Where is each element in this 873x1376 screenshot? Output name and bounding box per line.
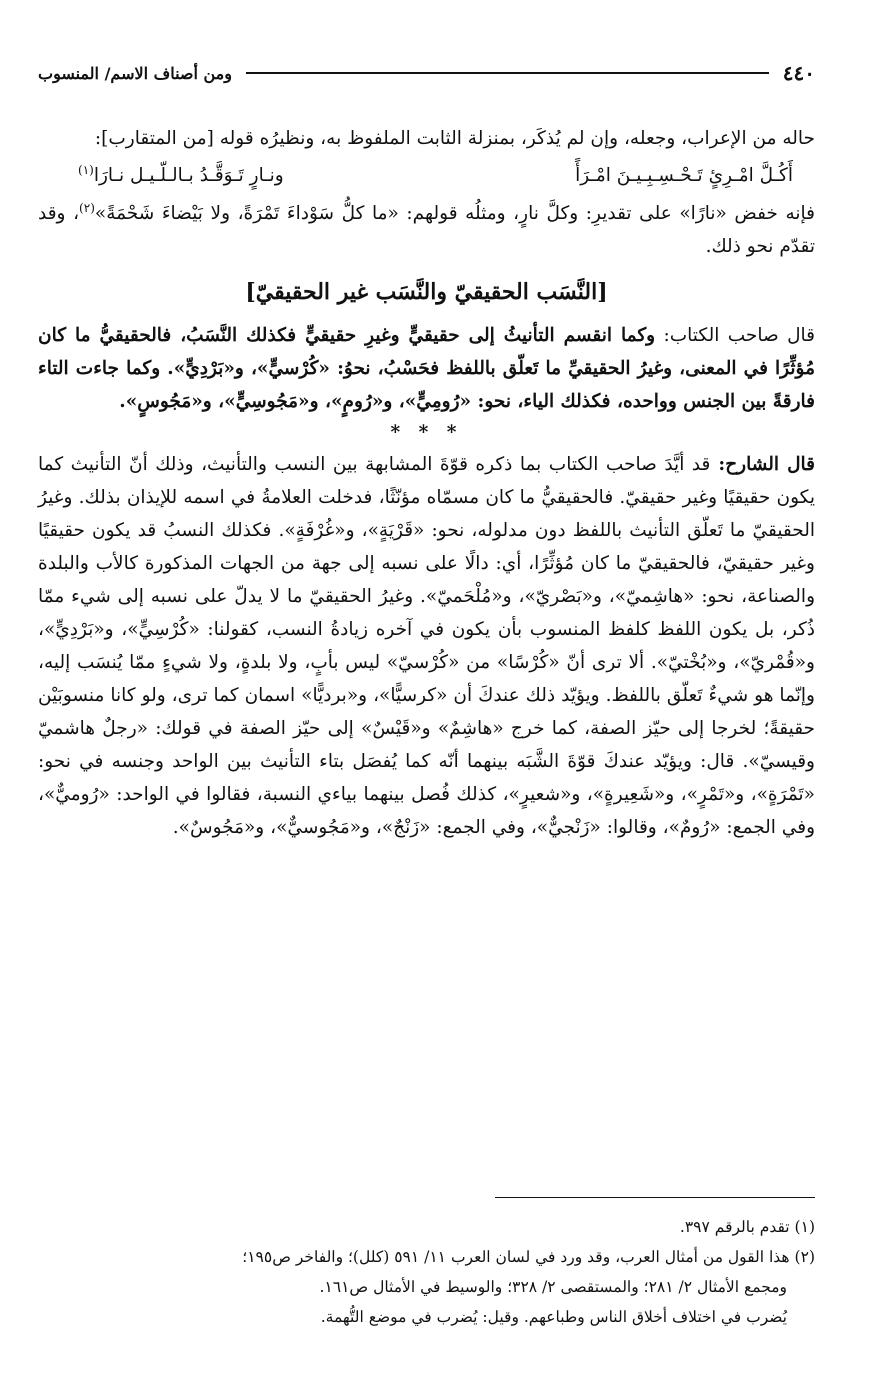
section-heading: [النَّسَب الحقيقيّ والنَّسَب غير الحقيقيّ] <box>245 279 608 305</box>
footnote-2 <box>38 1242 815 1272</box>
author-label: قال صاحب الكتاب: <box>655 325 815 346</box>
section-separator: * * * <box>390 422 463 443</box>
footnote-1-text: تقدم بالرقم ٣٩٧. <box>679 1218 790 1236</box>
footnote-1-number: (١) <box>794 1218 815 1236</box>
running-title: ومن أصناف الاسم/ المنسوب <box>38 63 232 83</box>
footnote-2-line-2: ومجمع الأمثال ٢/ ٢٨١؛ والمستقصى ٢/ ٣٢٨؛ والوسيط في الأمثال ص١٦١. <box>319 1278 787 1296</box>
footnotes <box>38 1212 815 1332</box>
verse-first-hemistich: أَكُـلَّ امْـرِئٍ تَـحْـسِـبِـيـنَ امْـرَأً <box>575 165 793 186</box>
explanation-tail: ، وقد تقدّم نحو ذلك. <box>38 203 815 257</box>
footnote-2-line-1: هذا القول من أمثال العرب، وقد ورد في لسان العرب ١١/ ٥٩١ (كلل)؛ والفاخر ص١٩٥؛ <box>242 1248 790 1266</box>
footnote-2-number: (٢) <box>794 1248 815 1266</box>
intro-paragraph: حاله من الإعراب، وجعله، وإن لم يُذكَر، بمنزلة الثابت الملفوظ به، ونظيرُه قوله [من المتقارب]: <box>94 128 815 149</box>
page-number: ٤٤٠ <box>782 61 815 85</box>
explanation-text: فإنه خفض «نارًا» على تقديرِ: وكلَّ نارٍ، ومثلُه قولهم: «ما كلُّ سَوْداءَ تَمْرَةً، ولا بَيْضاءَ شَحْمَةً» <box>94 203 815 224</box>
author-quote: وكما انقسم التأنيثُ إلى حقيقيٍّ وغيرِ حقيقيٍّ فكذلك النَّسَبُ، فالحقيقيُّ ما كان مُؤثِّرًا في المعنى، وغيرُ الحقيقيِّ ما تَعلّق باللفظ فحَسْبُ، نحوُ: «كُرْسيٍّ»، و«بَرْدِيٍّ». وكما جاءت التاء فارقةً بين الجنس وواحده، فكذلك الياء، نحو: «رُومِيٍّ»، و«رُومٍ»، و«مَجُوسِيٍّ»، و«مَجُوسٍ». <box>38 325 815 412</box>
footnote-2-line-3: يُضرب في اختلاف أخلاق الناس وطباعهم. وقيل: يُضرب في موضع التُّهمة. <box>320 1308 787 1326</box>
footnote-ref-2: (٢) <box>79 200 95 215</box>
footnote-1 <box>38 1212 815 1242</box>
commentary-text: قد أيَّدَ صاحب الكتاب بما ذكره قوّةَ المشابهة بين النسب والتأنيث، وذلك أنّ التأنيث كما يكون حقيقيًا وغير حقيقيّ. فالحقيقيُّ ما كان مسمّاه مؤنّثًا، فدخلت العلامةُ في اسمه للإيذان بذلك. وغيرُ الحقيقيّ ما تَعلّق التأنيث باللفظ دون مدلوله، نحو: «قَرْيَةٍ»، و«غُرْفَةٍ». فكذلك النسبُ قد يكون حقيقيًا وغير حقيقيّ، فالحقيقيّ ما كان مُؤثِّرًا، أي: دالًا على نسبه إلى جهة من الجهات المذكورة كالأب والبلدة والصناعة، نحو: «هاشِميّ»، و«بَصْريّ»، و«مُلْحَميّ». وغيرُ الحقيقيّ ما لا يدلّ على نسبه إلى شيء ممّا ذُكر، بل يكون اللفظ كلفظ المنسوب بأن يكون في آخره زيادةُ النسب، كقولنا: «كُرْسِيٍّ»، و«بَرْدِيٍّ»، و«قُمْريّ»، و«بُخْتيّ». ألا ترى أنّ «كُرْسًا» من «كُرْسيّ» ليس بأبٍ، ولا بلدةٍ، ولا شيءٍ ممّا يُنسَب إليه، وإنّما هو شيءٌ تَعلّق باللفظ. ويؤيّد ذلك عندكَ أن «كرسيًّا»، و«برديًّا» اسمان كما ترى، ولو كانا منسوبَيْن حقيقةً؛ لخرجا إلى حيّز الصفة، كما خرج «هاشِمٌ» و«قَيْسٌ» إلى حيّز الصفة في قولك: «رجلٌ هاشميّ وقيسيّ». قال: ويؤيّد عندكَ قوّةَ الشَّبَه بينهما أنّه كما يُفصَل بتاء التأنيث بين الواحد وجنسه في نحو: «تَمْرَةٍ»، و«تَمْرٍ»، و«شَعِيرةٍ»، و«شعيرٍ»، كذلك فُصل بينهما بياءي النسبة، فقالوا في الواحد: «رُوميٌّ»، وفي الجمع: «رُومٌ»، وقالوا: «زَنْجيٌّ»، وفي الجمع: «زَنْجٌ»، و«مَجُوسيٌّ»، و«مَجُوسٌ». <box>38 454 815 838</box>
footnote-ref-1: (١) <box>78 162 94 177</box>
verse-second-text: ونـارٍ تَـوَقَّـدُ بـالـلّـيـل نـارَا <box>93 165 284 186</box>
verse-second-hemistich <box>78 155 284 197</box>
main-text <box>38 122 815 844</box>
page-header <box>38 58 815 88</box>
commentator-label: قال الشارح: <box>710 454 815 475</box>
poetry-verse <box>38 155 815 197</box>
footnote-divider <box>495 1197 815 1198</box>
commentary-paragraph <box>38 448 815 844</box>
header-rule <box>246 72 769 74</box>
author-paragraph <box>38 319 815 418</box>
explanation-paragraph <box>38 197 815 263</box>
